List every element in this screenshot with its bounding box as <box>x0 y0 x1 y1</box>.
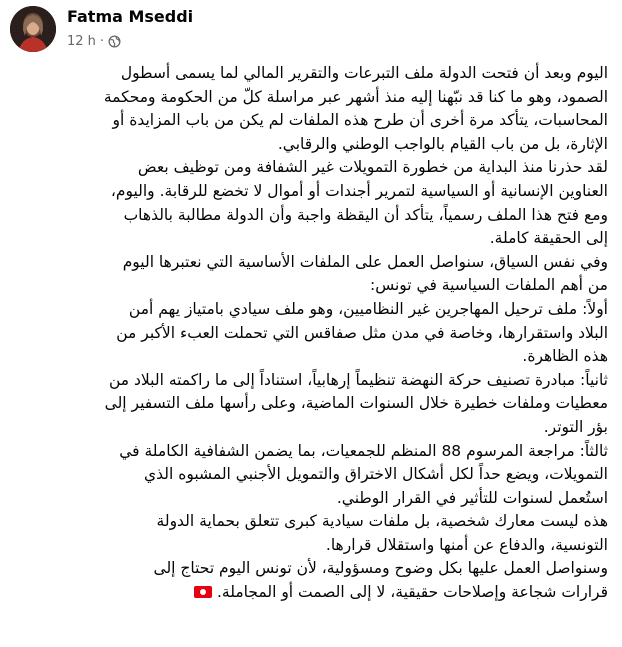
post-line: التمويلات، ويضع حداً لكل أشكال الاختراق والتمويل الأجنبي المشبوه الذي <box>144 465 608 484</box>
post-line: هذه الظاهرة. <box>522 347 608 366</box>
post-line: ثالثاً: مراجعة المرسوم 88 المنظم للجمعيات، بما يضمن الشفافية الكاملة في <box>119 441 608 460</box>
post-header <box>10 6 610 58</box>
post-line: المحاسبات، يتأكد مرة أخرى أن طرح هذه الملفات لم يكن من باب المزايدة أو <box>112 111 608 130</box>
post-line: بؤر التوتر. <box>543 417 608 436</box>
post-meta <box>67 34 121 49</box>
post-line-text: قرارات شجاعة وإصلاحات حقيقية، لا إلى الصمت أو المجاملة. <box>217 583 608 602</box>
post-line: معطيات وملفات خطيرة خلال السنوات الماضية، وعلى رأسها ملف التسفير إلى <box>104 394 608 413</box>
post-text <box>14 62 608 647</box>
post-line: الإثارة، بل من باب القيام بالواجب الوطني والرقابي. <box>277 134 608 153</box>
post-line: لقد حذرنا منذ البداية من خطورة التمويلات غير الشفافة ومن توظيف بعض <box>137 158 608 177</box>
globe-icon[interactable] <box>108 35 121 48</box>
post-line: ومع فتح هذا الملف رسمياً، يتأكد أن اليقظة واجبة وأن الدولة مطالبة بالذهاب <box>123 205 608 224</box>
post-line: أولاً: ملف ترحيل المهاجرين غير النظاميين، وهو ملف سيادي بامتياز يهم أمن <box>128 299 608 318</box>
post-line: استُعمل لسنوات للتأثير في القرار الوطني. <box>336 488 608 507</box>
post-line: وسنواصل العمل عليها بكل وضوح ومسؤولية، لأن تونس اليوم تحتاج إلى <box>153 559 608 578</box>
post-line: ثانياً: مبادرة تصنيف حركة النهضة تنظيماً إرهابياً، استناداً إلى ما راكمته البلاد من <box>109 370 608 389</box>
avatar[interactable] <box>10 6 56 52</box>
post-line: إلى الحقيقة كاملة. <box>489 229 608 248</box>
tunisia-flag-icon <box>194 586 212 598</box>
author-name[interactable]: Fatma Mseddi <box>67 7 194 26</box>
post-line: التونسية، والدفاع عن أمنها واستقلال قرارها. <box>325 535 608 554</box>
post-line: العناوين الإنسانية أو السياسية لتمرير أجندات أو أموال لا تخضع للرقابة. واليوم، <box>110 181 608 200</box>
post-time[interactable]: 12 h <box>67 34 96 49</box>
post-line: البلاد واستقرارها، وخاصة في مدن مثل صفاقس التي تحملت العبء الأكبر من <box>116 323 608 342</box>
post-line: من أهم الملفات السياسية في تونس: <box>370 276 608 295</box>
post-line-last <box>14 581 608 605</box>
post-line: هذه ليست معارك شخصية، بل ملفات سيادية كبرى تتعلق بحماية الدولة <box>156 512 608 531</box>
post-line: الصمود، وهو ما كنا قد نبّهنا إليه منذ أشهر عبر مراسلة كلّ من الحكومة ومحكمة <box>103 87 608 106</box>
post-line: اليوم وبعد أن فتحت الدولة ملف التبرعات والتقرير المالي لما يسمى أسطول <box>120 64 608 82</box>
post-line: وفي نفس السياق، سنواصل العمل على الملفات الأساسية التي نعتبرها اليوم <box>122 252 608 271</box>
separator-dot: · <box>99 34 105 49</box>
avatar-image <box>10 6 56 52</box>
